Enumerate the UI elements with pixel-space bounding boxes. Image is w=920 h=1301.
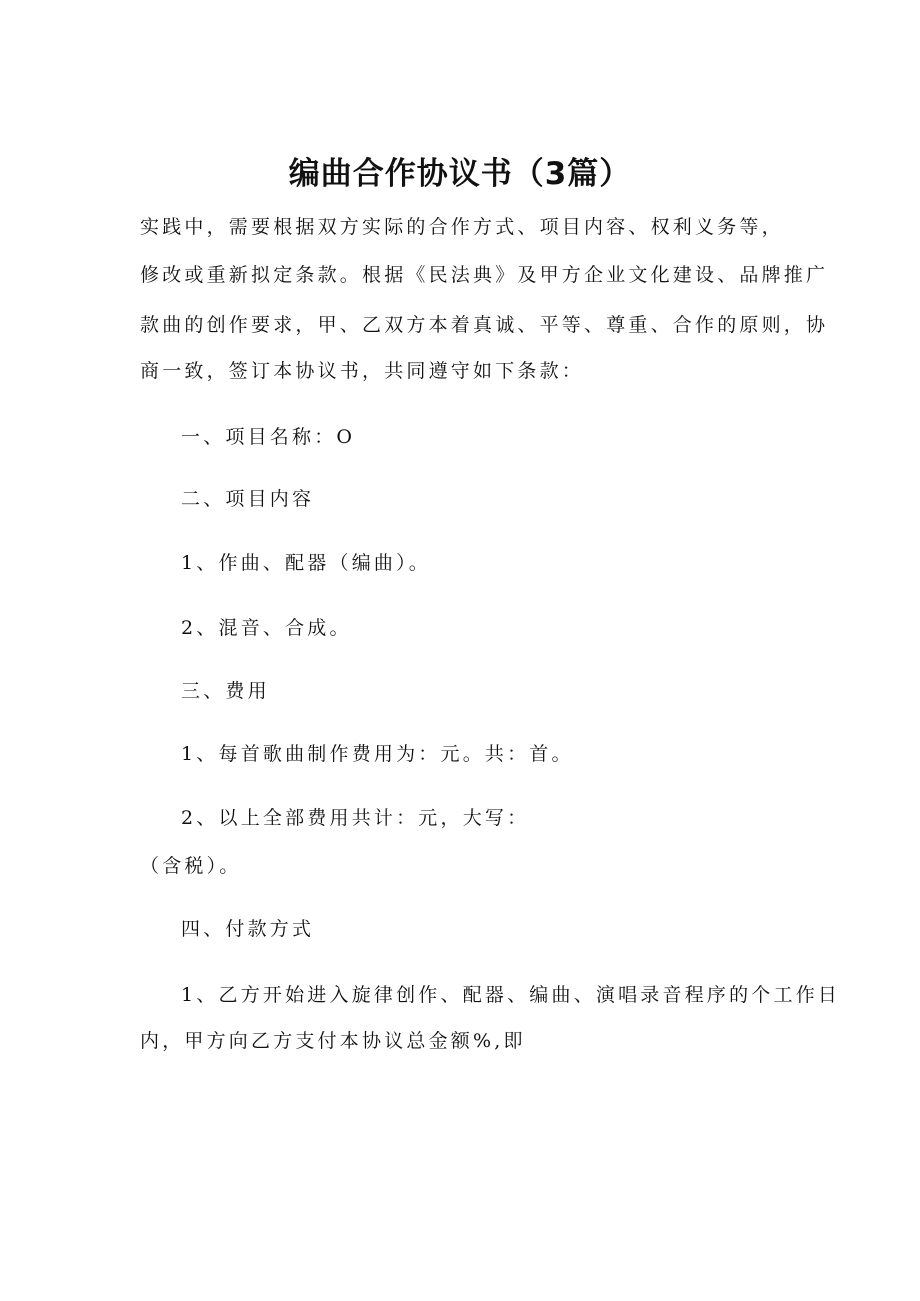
section-3-item-2-line-2: （含税）。 <box>140 855 242 877</box>
intro-line-4: 商一致，签订本协议书，共同遵守如下条款： <box>140 360 585 382</box>
section-3-item-1: 1、每首歌曲制作费用为：元。共：首。 <box>181 743 574 765</box>
section-2-item-2: 2、混音、合成。 <box>181 617 352 639</box>
section-2-heading: 二、项目内容 <box>181 488 315 510</box>
intro-line-1: 实践中，需要根据双方实际的合作方式、项目内容、权利义务等， <box>140 216 784 238</box>
section-4-heading: 四、付款方式 <box>181 918 315 940</box>
section-3-heading: 三、费用 <box>181 680 270 702</box>
section-3-item-2-line-1: 2、以上全部费用共计：元，大写： <box>181 807 530 829</box>
section-2-item-1: 1、作曲、配器（编曲）。 <box>181 552 431 574</box>
section-4-item-1-line-2: 内，甲方向乙方支付本协议总金额%,即 <box>140 1030 526 1052</box>
intro-line-3: 款曲的创作要求，甲、乙双方本着真诚、平等、尊重、合作的原则，协 <box>140 314 829 336</box>
section-4-item-1-line-1: 1、乙方开始进入旋律创作、配器、编曲、演唱录音程序的个工作日 <box>181 984 841 1006</box>
intro-line-2: 修改或重新拟定条款。根据《民法典》及甲方企业文化建设、品牌推广 <box>140 264 829 286</box>
document-title: 编曲合作协议书（3篇） <box>288 156 632 192</box>
section-1-heading: 一、项目名称：O <box>181 426 356 448</box>
